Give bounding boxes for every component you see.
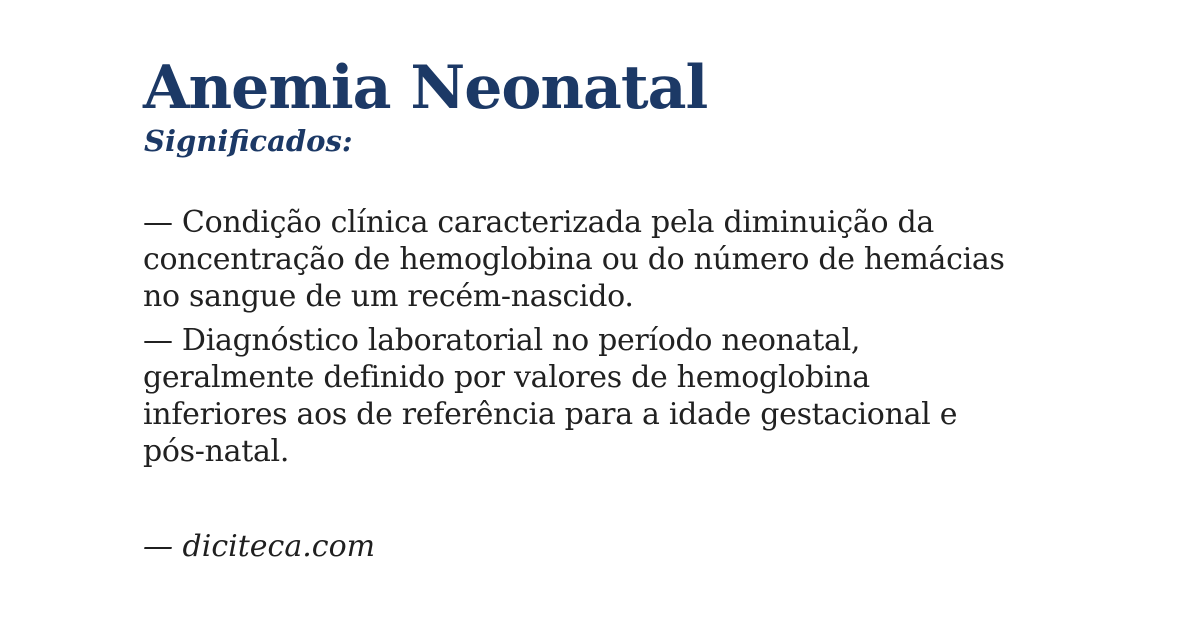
definition-item <box>143 322 957 470</box>
definition-item <box>143 204 1005 315</box>
source-attribution: — diciteca.com <box>143 529 376 564</box>
page-title: Anemia Neonatal <box>143 53 708 123</box>
definition-line: concentração de hemoglobina ou do número de hemácias <box>143 242 1005 277</box>
definition-line: inferiores aos de referência para a idade gestacional e <box>143 397 958 432</box>
definition-line: pós-natal. <box>143 434 290 469</box>
definition-line: — Condição clínica caracterizada pela diminuição da <box>143 205 934 240</box>
definition-line: — Diagnóstico laboratorial no período neonatal, <box>143 323 861 358</box>
definition-line: no sangue de um recém-nascido. <box>143 279 634 314</box>
definition-line: geralmente definido por valores de hemoglobina <box>143 360 870 395</box>
subtitle-significados: Significados: <box>144 124 353 158</box>
